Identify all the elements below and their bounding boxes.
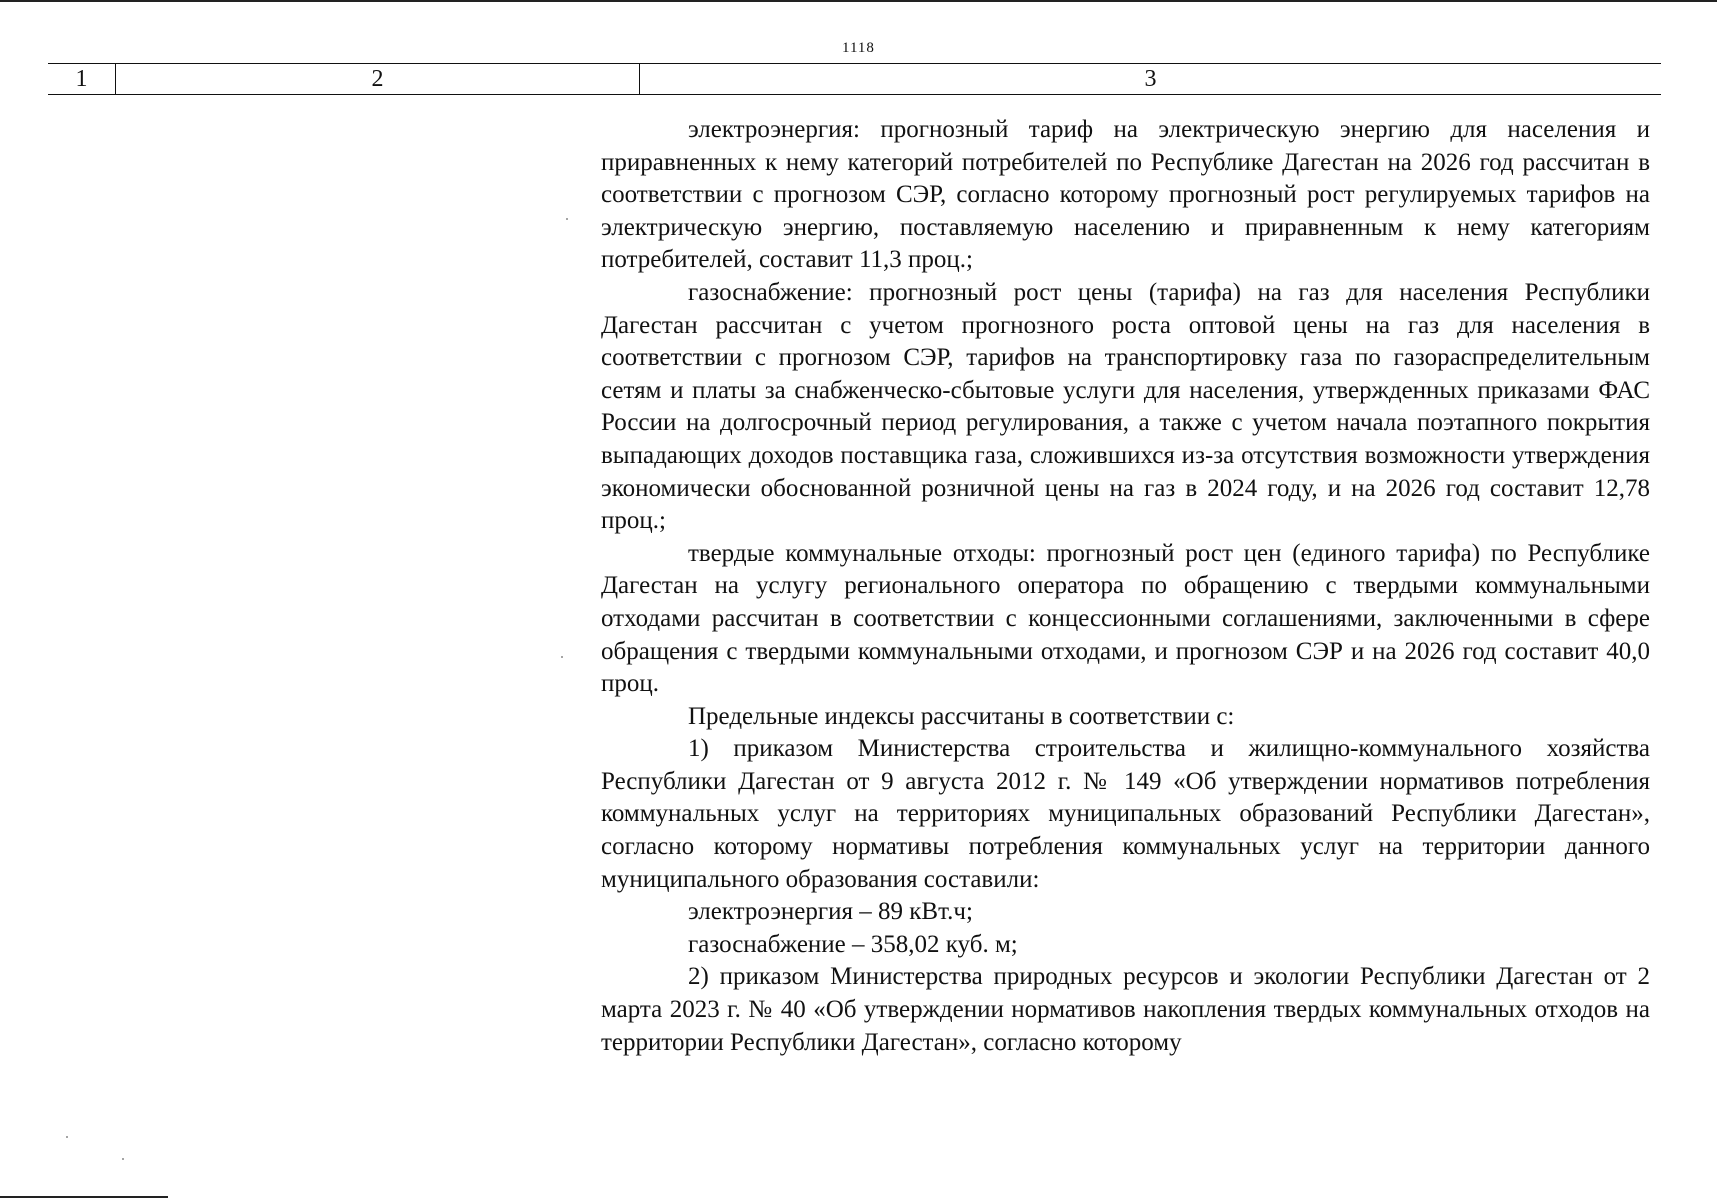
paragraph-electricity-norm: электроэнергия – 89 кВт.ч;: [688, 898, 973, 926]
scan-speck: [122, 1158, 124, 1160]
scan-speck: [66, 1136, 68, 1138]
page-bottom-rule: [0, 1196, 168, 1198]
paragraph-electricity-tariff: электроэнергия: прогнозный тариф на электрическую энергию для населения и приравненных к нему категорий потребителей по Республике Дагестан на 2026 год рассчитан в соответствии с прогнозом СЭР, согласно которому прогнозный рост регулируемых тарифов на электрическую энергию, поставляемую населению и приравненным к нему категориям потребителей, составит 11,3 проц.;: [601, 116, 1650, 274]
column-header-row: [48, 63, 1661, 95]
paragraph-solid-waste: твердые коммунальные отходы: прогнозный рост цен (единого тарифа) по Республике Дагестан на услугу регионального оператора по обращению с твердыми коммунальными отходами рассчитан в соответствии с концессионными соглашениями, заключенными в сфере обращения с твердыми коммунальными отходами, и прогнозом СЭР и на 2026 год составит 40,0 проц.: [601, 539, 1650, 698]
column-header-1: 1: [48, 64, 116, 94]
column-header-3: 3: [1144, 65, 1157, 92]
document-body: [601, 114, 1650, 1059]
page-number: 1118: [842, 40, 875, 56]
paragraph-gas-supply: газоснабжение: прогнозный рост цены (тарифа) на газ для населения Республики Дагестан рассчитан с учетом прогнозного роста оптовой цены на газ для населения в соответствии с прогнозом СЭР, тарифов на транспортировку газа по газораспределительным сетям и платы за снабженческо-сбытовые услуги для населения, утвержденных приказами ФАС России на долгосрочный период регулирования, а также с учетом начала поэтапного покрытия выпадающих доходов поставщика газа, сложившихся из-за отсутствия возможности утверждения экономически обоснованной розничной цены на газ в 2024 году, и на 2026 год составит 12,78 проц.;: [601, 278, 1650, 535]
column-header-2: 2: [116, 64, 640, 94]
scan-speck: [566, 218, 568, 220]
page-top-rule: [0, 0, 1717, 2]
paragraph-gas-norm: газоснабжение – 358,02 куб. м;: [688, 930, 1018, 958]
paragraph-order-149: 1) приказом Министерства строительства и жилищно-коммунального хозяйства Республики Дагестан от 9 августа 2012 г. № 149 «Об утверждении нормативов потребления коммунальных услуг на территориях муниципальных образований Республики Дагестан», согласно которому нормативы потребления коммунальных услуг на территории данного муниципального образования составили:: [601, 735, 1650, 893]
paragraph-order-40: 2) приказом Министерства природных ресурсов и экологии Республики Дагестан от 2 марта 2023 г. № 40 «Об утверждении нормативов накопления твердых коммунальных отходов на территории Республики Дагестан», согласно которому: [601, 963, 1650, 1056]
scan-speck: [561, 656, 563, 658]
paragraph-indices-intro: Предельные индексы рассчитаны в соответствии с:: [688, 702, 1235, 730]
